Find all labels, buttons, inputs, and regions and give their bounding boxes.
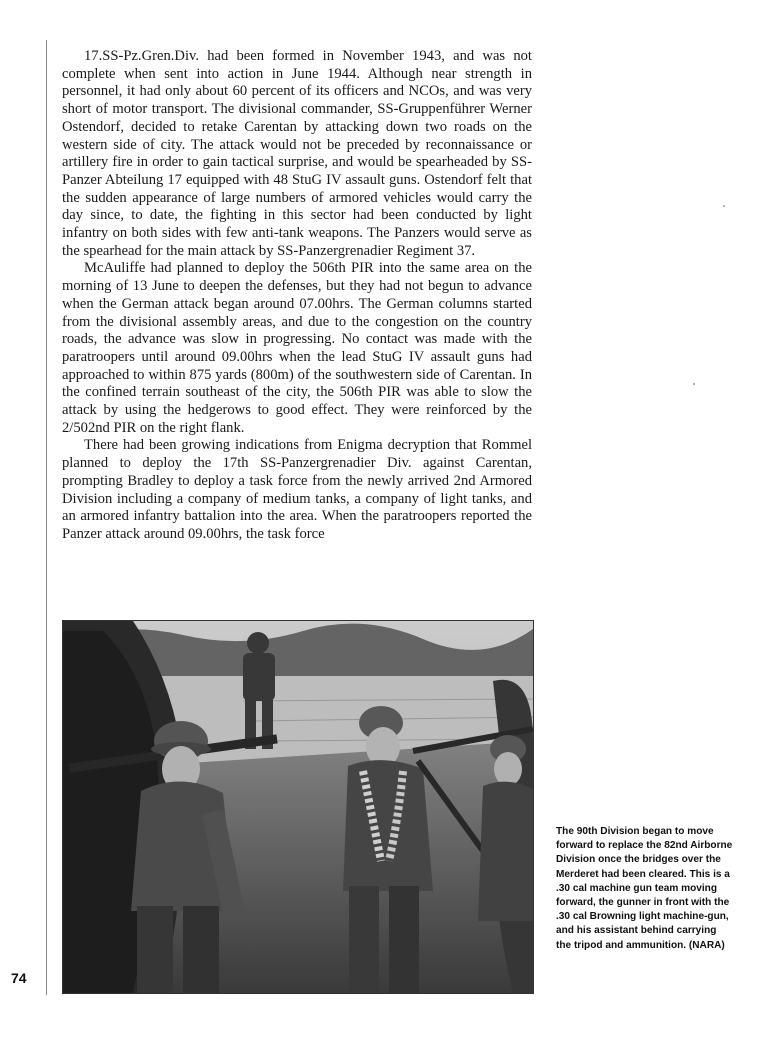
photo-caption: The 90th Division began to move forward to replace the 82nd Airborne Division once the bridges over the Merderet had been cleared. This is a .30 cal machine gun team moving forward, the gunner in front with the .30 cal Browning light machine-gun, and his assistant behind carrying the tripod and ammunition. (NARA) xyxy=(556,826,733,951)
article-body xyxy=(62,48,532,544)
page-margin-rule xyxy=(46,40,47,995)
paragraph-2: McAuliffe had planned to deploy the 506th PIR into the same area on the morning of 13 June to deepen the defenses, but they had not begun to advance when the German attack began around 07.00hrs. The German columns started from the divisional assembly areas, and due to the congestion on the country roads, the advance was slow in progressing. No contact was made with the paratroopers until around 09.00hrs when the lead StuG IV assault guns had approached to within 875 yards (800m) of the southwestern side of Carentan. In the confined terrain southeast of the city, the 506th PIR was able to slow the attack by using the hedgerows to good effect. They were reinforced by the 2/502nd PIR on the right flank. xyxy=(62,260,532,436)
paragraph-1: 17.SS-Pz.Gren.Div. had been formed in November 1943, and was not complete when sent into action in June 1944. Although near strength in personnel, it had only about 60 percent of its officers and NCOs, and was very short of motor transport. The divisional commander, SS-Gruppenführer Werner Ostendorf, decided to retake Carentan by attacking down two roads on the western side of city. The attack would not be preceded by reconnaissance or artillery fire in order to gain tactical surprise, and would be spearheaded by SS-Panzer Abteilung 17 equipped with 48 StuG IV assault guns. Ostendorf felt that the sudden appearance of large numbers of armored vehicles would carry the day since, to date, the fighting in this sector had been conducted by light infantry on both sides with few anti-tank weapons. The Panzers would serve as the spearhead for the main attack by SS-Panzergrenadier Regiment 37. xyxy=(62,48,532,259)
scan-speck xyxy=(693,383,695,385)
scan-speck xyxy=(723,205,725,207)
paragraph-3: There had been growing indications from Enigma decryption that Rommel planned to deploy the 17th SS-Panzergrenadier Div. against Carentan, prompting Bradley to deploy a task force from the newly arrived 2nd Armored Division including a company of medium tanks, a company of light tanks, and an armored infantry battalion into the area. When the paratroopers reported the Panzer attack around 09.00hrs, the task force xyxy=(62,437,532,542)
machine-gun-team-photo xyxy=(62,620,534,994)
page-number: 74 xyxy=(11,970,27,986)
